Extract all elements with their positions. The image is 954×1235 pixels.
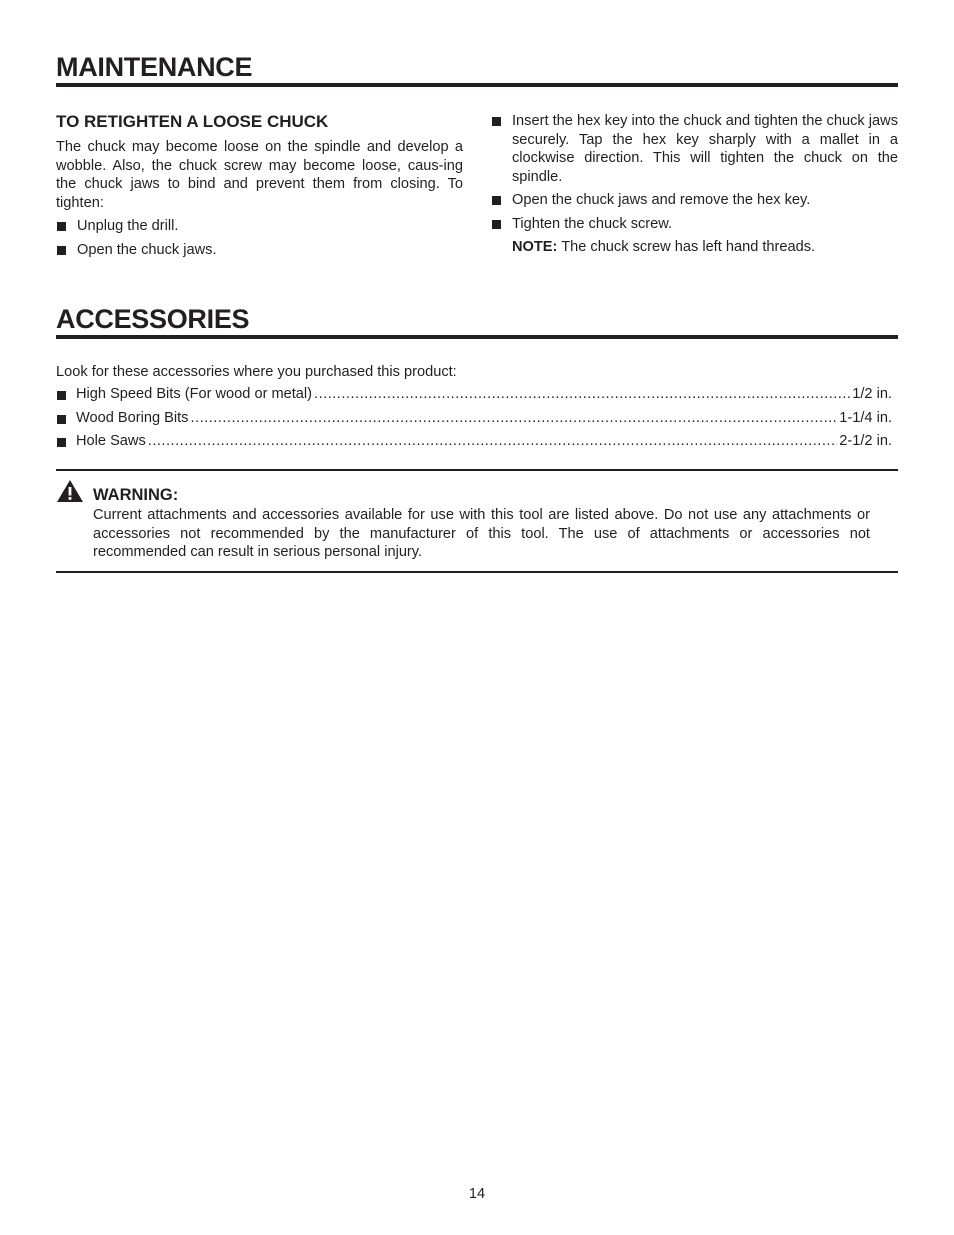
accessory-name: High Speed Bits (For wood or metal) xyxy=(76,386,313,402)
bullet-square-icon xyxy=(57,222,66,231)
accessory-name: Hole Saws xyxy=(76,433,146,449)
accessory-size: 1-1/4 in. xyxy=(839,409,892,426)
warning-bottom-rule xyxy=(56,571,898,573)
chuck-steps-list-right xyxy=(491,112,898,234)
bullet-square-icon xyxy=(57,415,66,424)
warning-triangle-icon xyxy=(56,479,84,503)
accessory-size: 1/2 in. xyxy=(852,386,892,402)
chuck-subheading: TO RETIGHTEN A LOOSE CHUCK xyxy=(56,112,329,131)
accessories-list xyxy=(56,386,892,457)
bullet-square-icon xyxy=(57,438,66,447)
list-item xyxy=(491,215,898,234)
accessories-heading: ACCESSORIES xyxy=(56,304,250,334)
bullet-square-icon xyxy=(57,391,66,400)
page-number: 14 xyxy=(468,1186,486,1202)
bullet-square-icon xyxy=(492,220,501,229)
accessories-rule xyxy=(56,335,898,339)
note-text: The chuck screw has left hand threads. xyxy=(557,238,816,255)
maintenance-heading: MAINTENANCE xyxy=(56,52,253,82)
step-text: Open the chuck jaws. xyxy=(77,241,217,258)
step-text: Unplug the drill. xyxy=(77,218,179,235)
list-item xyxy=(56,217,463,236)
list-item xyxy=(56,410,892,434)
warning-title: WARNING: xyxy=(93,486,179,504)
dot-leader xyxy=(148,433,838,449)
warning-top-rule xyxy=(56,469,898,471)
note-line xyxy=(491,238,898,257)
step-text: Insert the hex key into the chuck and tighten the chuck jaws securely. Tap the hex key sharply with a mallet in a clockwise direction. This will tighten the chuck on the spindle. xyxy=(512,113,898,185)
warning-text: Current attachments and accessories available for use with this tool are listed above. Do not use any attachments or accessories not recommended by the manufacturer of this tool. The use of attachments or accessories not recommended can result in serious personal injury. xyxy=(93,507,870,561)
accessories-intro: Look for these accessories where you purchased this product: xyxy=(56,364,457,380)
maintenance-rule xyxy=(56,83,898,87)
list-item xyxy=(491,191,898,210)
bullet-square-icon xyxy=(492,117,501,126)
bullet-square-icon xyxy=(492,196,501,205)
chuck-steps-list-left xyxy=(56,217,463,259)
note-label: NOTE: xyxy=(512,238,558,255)
accessory-size: 2-1/2 in. xyxy=(839,433,892,449)
maintenance-right-column xyxy=(491,112,898,256)
list-item xyxy=(56,386,892,410)
list-item xyxy=(491,112,898,186)
accessory-name: Wood Boring Bits xyxy=(76,409,189,426)
chuck-intro-paragraph: The chuck may become loose on the spindle and develop a wobble. Also, the chuck screw may become loose, caus-ing the chuck jaws to bind and prevent them from closing. To tighten: xyxy=(56,139,463,211)
dot-leader xyxy=(314,386,850,402)
list-item xyxy=(56,241,463,260)
maintenance-left-column xyxy=(56,112,463,260)
list-item xyxy=(56,433,892,457)
step-text: Open the chuck jaws and remove the hex key. xyxy=(512,192,811,209)
step-text: Tighten the chuck screw. xyxy=(512,215,673,232)
dot-leader xyxy=(190,410,837,426)
bullet-square-icon xyxy=(57,246,66,255)
